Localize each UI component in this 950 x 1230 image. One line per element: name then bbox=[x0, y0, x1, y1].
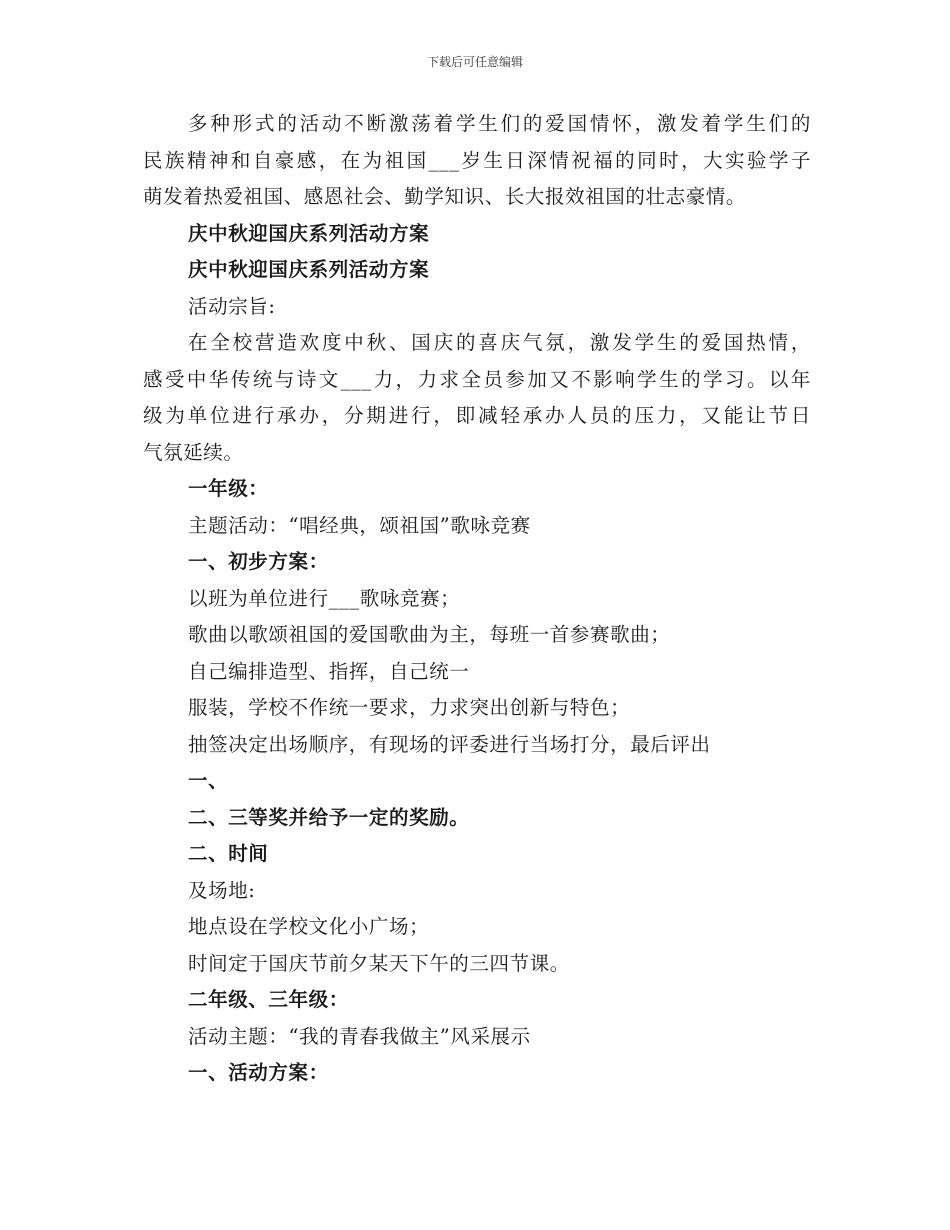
section-heading: 庆中秋迎国庆系列活动方案 bbox=[188, 258, 430, 281]
section-heading: 二、三等奖并给予一定的奖励。 bbox=[188, 805, 470, 829]
paragraph-line: 级为单位进行承办，分期进行，即减轻承办人员的压力，又能让节日 bbox=[143, 404, 811, 427]
page-header: 下载后可任意编辑 bbox=[426, 55, 523, 69]
paragraph-line: 地点设在学校文化小广场； bbox=[188, 915, 430, 938]
paragraph-line: 气氛延续。 bbox=[143, 440, 244, 464]
section-heading: 一、活动方案： bbox=[188, 1061, 329, 1084]
paragraph-line: 民族精神和自豪感，在为祖国___岁生日深情祝福的同时，大实验学子 bbox=[143, 148, 811, 172]
section-heading: 二、时间 bbox=[188, 842, 269, 865]
section-heading: 一、 bbox=[188, 769, 229, 792]
paragraph-line: 主题活动：“唱经典，颂祖国”歌咏竞赛 bbox=[188, 513, 531, 537]
paragraph-line: 抽签决定出场顺序，有现场的评委进行当场打分，最后评出 bbox=[188, 732, 711, 756]
section-heading: 二年级、三年级： bbox=[188, 988, 349, 1011]
paragraph-line: 以班为单位进行___歌咏竞赛； bbox=[188, 586, 461, 610]
paragraph-line: 活动宗旨: bbox=[188, 294, 276, 318]
paragraph-line: 活动主题：“我的青春我做主”风采展示 bbox=[188, 1024, 531, 1048]
paragraph-line: 感受中华传统与诗文___力，力求全员参加又不影响学生的学习。以年 bbox=[143, 367, 811, 391]
paragraph-line: 在全校营造欢度中秋、国庆的喜庆气氛，激发学生的爱国热情， bbox=[188, 331, 811, 354]
document-body bbox=[143, 106, 811, 1092]
section-heading: 庆中秋迎国庆系列活动方案 bbox=[188, 221, 430, 245]
paragraph-line: 时间定于国庆节前夕某天下午的三四节课。 bbox=[188, 951, 570, 975]
paragraph-line: 歌曲以歌颂祖国的爱国歌曲为主，每班一首参赛歌曲； bbox=[188, 623, 671, 646]
section-heading: 一、初步方案： bbox=[188, 550, 329, 573]
paragraph-line: 多种形式的活动不断激荡着学生们的爱国情怀，激发着学生们的 bbox=[188, 112, 811, 135]
paragraph-line: 萌发着热爱祖国、感恩社会、勤学知识、长大报效祖国的壮志豪情。 bbox=[143, 185, 747, 208]
paragraph-line: 服装，学校不作统一要求，力求突出创新与特色； bbox=[188, 696, 631, 719]
paragraph-line: 及场地: bbox=[188, 878, 256, 902]
paragraph-line: 自己编排造型、指挥，自己统一 bbox=[188, 659, 470, 683]
section-heading: 一年级： bbox=[188, 477, 269, 500]
